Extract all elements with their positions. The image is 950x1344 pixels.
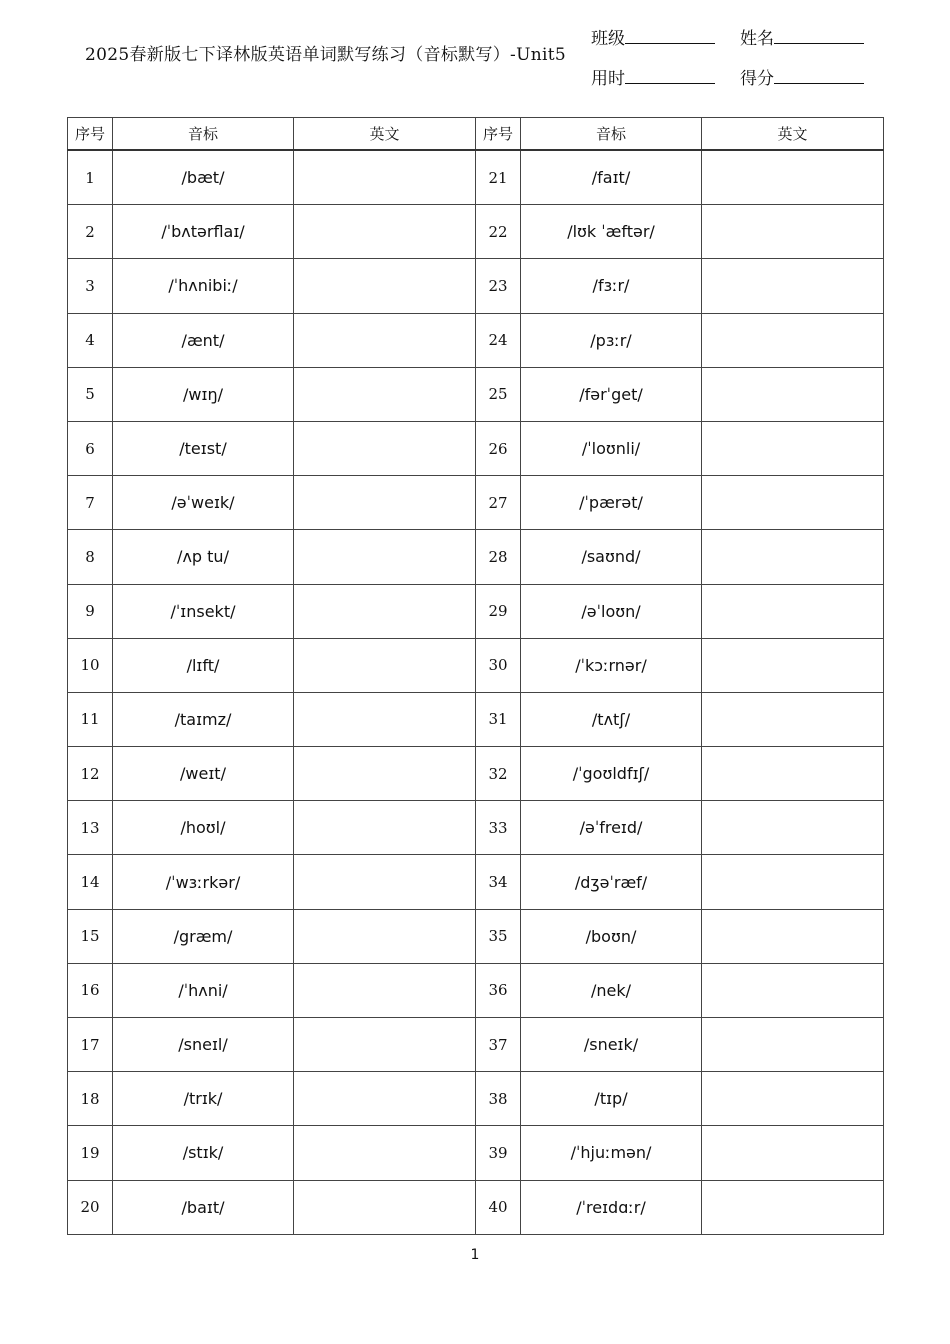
index-cell: 16 [68, 963, 113, 1017]
index-cell: 14 [68, 855, 113, 909]
index-cell: 25 [476, 367, 521, 421]
header-phonetic-left: 音标 [113, 118, 294, 151]
index-cell: 32 [476, 747, 521, 801]
index-cell: 1 [68, 150, 113, 205]
table-row [68, 313, 884, 367]
index-cell: 40 [476, 1180, 521, 1234]
answer-cell[interactable] [702, 313, 884, 367]
name-field [740, 24, 864, 49]
phonetic-cell: /trɪk/ [113, 1072, 294, 1126]
index-cell: 28 [476, 530, 521, 584]
phonetic-cell: /ænt/ [113, 313, 294, 367]
answer-cell[interactable] [702, 692, 884, 746]
time-label: 用时 [591, 69, 625, 89]
index-cell: 17 [68, 1018, 113, 1072]
table-row [68, 530, 884, 584]
name-blank[interactable] [774, 42, 864, 44]
phonetic-cell: /ˈreɪdɑːr/ [521, 1180, 702, 1234]
answer-cell[interactable] [702, 421, 884, 475]
header-index-left: 序号 [68, 118, 113, 151]
phonetic-cell: /taɪmz/ [113, 692, 294, 746]
index-cell: 3 [68, 259, 113, 313]
table-row [68, 476, 884, 530]
index-cell: 7 [68, 476, 113, 530]
phonetic-cell: /sneɪk/ [521, 1018, 702, 1072]
phonetic-cell: /saʊnd/ [521, 530, 702, 584]
answer-cell[interactable] [294, 909, 476, 963]
header-phonetic-right: 音标 [521, 118, 702, 151]
answer-cell[interactable] [702, 530, 884, 584]
index-cell: 26 [476, 421, 521, 475]
score-label: 得分 [740, 69, 774, 89]
class-label: 班级 [591, 29, 625, 49]
answer-cell[interactable] [702, 747, 884, 801]
table-row [68, 259, 884, 313]
answer-cell[interactable] [294, 313, 476, 367]
index-cell: 8 [68, 530, 113, 584]
answer-cell[interactable] [702, 259, 884, 313]
phonetic-cell: /stɪk/ [113, 1126, 294, 1180]
index-cell: 36 [476, 963, 521, 1017]
answer-cell[interactable] [294, 963, 476, 1017]
header-index-right: 序号 [476, 118, 521, 151]
phonetic-cell: /ˈhʌnibiː/ [113, 259, 294, 313]
answer-cell[interactable] [294, 150, 476, 205]
index-cell: 15 [68, 909, 113, 963]
table-row [68, 638, 884, 692]
index-cell: 9 [68, 584, 113, 638]
phonetic-cell: /ˈwɜːrkər/ [113, 855, 294, 909]
answer-cell[interactable] [294, 1180, 476, 1234]
answer-cell[interactable] [294, 530, 476, 584]
table-row [68, 421, 884, 475]
table-row [68, 692, 884, 746]
answer-cell[interactable] [702, 1072, 884, 1126]
table-row [68, 1018, 884, 1072]
phonetic-cell: /ˈhʌni/ [113, 963, 294, 1017]
index-cell: 29 [476, 584, 521, 638]
answer-cell[interactable] [702, 150, 884, 205]
phonetic-cell: /ˈkɔːrnər/ [521, 638, 702, 692]
table-row [68, 855, 884, 909]
phonetic-cell: /pɜːr/ [521, 313, 702, 367]
answer-cell[interactable] [294, 1126, 476, 1180]
phonetic-cell: /əˈloʊn/ [521, 584, 702, 638]
answer-cell[interactable] [294, 1018, 476, 1072]
phonetic-cell: /boʊn/ [521, 909, 702, 963]
table-row [68, 367, 884, 421]
answer-cell[interactable] [702, 1180, 884, 1234]
answer-cell[interactable] [294, 259, 476, 313]
phonetic-cell: /fɜːr/ [521, 259, 702, 313]
dictation-table [67, 117, 884, 1235]
phonetic-cell: /ˈɪnsekt/ [113, 584, 294, 638]
header-english-right: 英文 [702, 118, 884, 151]
page-number: 1 [470, 1247, 480, 1263]
phonetic-cell: /græm/ [113, 909, 294, 963]
index-cell: 22 [476, 205, 521, 259]
phonetic-cell: /ˈhjuːmən/ [521, 1126, 702, 1180]
phonetic-cell: /ˈbʌtərflaɪ/ [113, 205, 294, 259]
answer-cell[interactable] [702, 367, 884, 421]
phonetic-cell: /bæt/ [113, 150, 294, 205]
index-cell: 38 [476, 1072, 521, 1126]
answer-cell[interactable] [294, 747, 476, 801]
index-cell: 13 [68, 801, 113, 855]
table-row [68, 584, 884, 638]
header-english-left: 英文 [294, 118, 476, 151]
phonetic-cell: /hoʊl/ [113, 801, 294, 855]
phonetic-cell: /ʌp tu/ [113, 530, 294, 584]
phonetic-cell: /lɪft/ [113, 638, 294, 692]
index-cell: 35 [476, 909, 521, 963]
answer-cell[interactable] [702, 476, 884, 530]
table-row [68, 801, 884, 855]
phonetic-cell: /ˈloʊnli/ [521, 421, 702, 475]
index-cell: 33 [476, 801, 521, 855]
index-cell: 24 [476, 313, 521, 367]
time-blank[interactable] [625, 82, 715, 84]
phonetic-cell: /dʒəˈræf/ [521, 855, 702, 909]
answer-cell[interactable] [702, 1018, 884, 1072]
index-cell: 2 [68, 205, 113, 259]
index-cell: 6 [68, 421, 113, 475]
answer-cell[interactable] [702, 963, 884, 1017]
page-title: 2025春新版七下译林版英语单词默写练习（音标默写）-Unit5 [85, 45, 566, 65]
index-cell: 30 [476, 638, 521, 692]
answer-cell[interactable] [702, 205, 884, 259]
answer-cell[interactable] [294, 584, 476, 638]
score-blank[interactable] [774, 82, 864, 84]
phonetic-cell: /sneɪl/ [113, 1018, 294, 1072]
phonetic-cell: /nek/ [521, 963, 702, 1017]
class-blank[interactable] [625, 42, 715, 44]
answer-cell[interactable] [294, 476, 476, 530]
index-cell: 11 [68, 692, 113, 746]
answer-cell[interactable] [702, 638, 884, 692]
score-field [740, 64, 864, 89]
index-cell: 27 [476, 476, 521, 530]
phonetic-cell: /baɪt/ [113, 1180, 294, 1234]
index-cell: 20 [68, 1180, 113, 1234]
index-cell: 31 [476, 692, 521, 746]
time-field [591, 64, 715, 89]
table-row [68, 150, 884, 205]
index-cell: 39 [476, 1126, 521, 1180]
phonetic-cell: /weɪt/ [113, 747, 294, 801]
table-header-row [68, 118, 884, 151]
answer-cell[interactable] [702, 584, 884, 638]
phonetic-cell: /wɪŋ/ [113, 367, 294, 421]
table-row [68, 909, 884, 963]
phonetic-cell: /fərˈget/ [521, 367, 702, 421]
answer-cell[interactable] [294, 1072, 476, 1126]
index-cell: 12 [68, 747, 113, 801]
table-row [68, 1180, 884, 1234]
answer-cell[interactable] [294, 421, 476, 475]
answer-cell[interactable] [702, 909, 884, 963]
answer-cell[interactable] [702, 801, 884, 855]
phonetic-cell: /tʌtʃ/ [521, 692, 702, 746]
answer-cell[interactable] [294, 367, 476, 421]
phonetic-cell: /faɪt/ [521, 150, 702, 205]
index-cell: 37 [476, 1018, 521, 1072]
table-row [68, 205, 884, 259]
table-row [68, 1126, 884, 1180]
table-row [68, 747, 884, 801]
table-row [68, 1072, 884, 1126]
answer-cell[interactable] [294, 855, 476, 909]
index-cell: 34 [476, 855, 521, 909]
answer-cell[interactable] [294, 692, 476, 746]
phonetic-cell: /əˈfreɪd/ [521, 801, 702, 855]
index-cell: 10 [68, 638, 113, 692]
index-cell: 18 [68, 1072, 113, 1126]
phonetic-cell: /lʊk ˈæftər/ [521, 205, 702, 259]
name-label: 姓名 [740, 29, 774, 49]
answer-cell[interactable] [294, 205, 476, 259]
table-row [68, 963, 884, 1017]
phonetic-cell: /teɪst/ [113, 421, 294, 475]
phonetic-cell: /ˈpærət/ [521, 476, 702, 530]
answer-cell[interactable] [294, 638, 476, 692]
answer-cell[interactable] [702, 855, 884, 909]
answer-cell[interactable] [294, 801, 476, 855]
index-cell: 5 [68, 367, 113, 421]
class-field [591, 24, 715, 49]
phonetic-cell: /ˈgoʊldfɪʃ/ [521, 747, 702, 801]
index-cell: 19 [68, 1126, 113, 1180]
index-cell: 4 [68, 313, 113, 367]
phonetic-cell: /tɪp/ [521, 1072, 702, 1126]
answer-cell[interactable] [702, 1126, 884, 1180]
phonetic-cell: /əˈweɪk/ [113, 476, 294, 530]
index-cell: 23 [476, 259, 521, 313]
index-cell: 21 [476, 150, 521, 205]
